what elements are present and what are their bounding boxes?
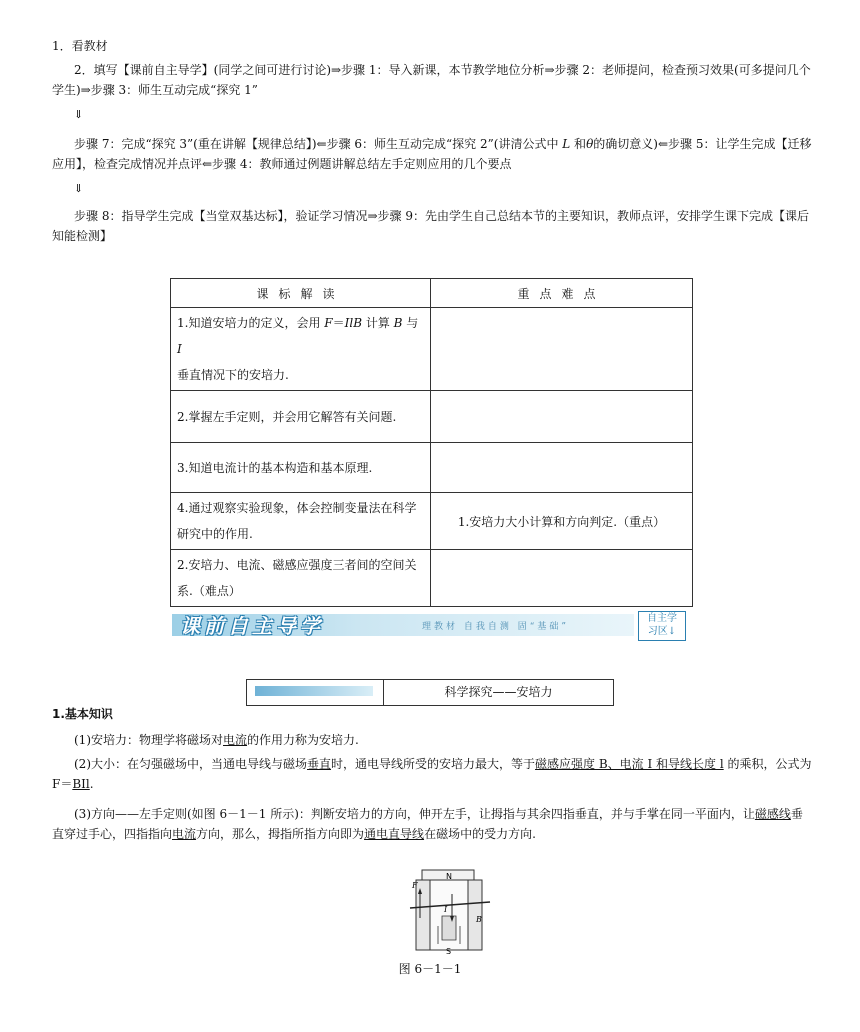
- step-line-4: 步骤 8：指导学生完成【当堂双基达标】，验证学习情况⇒步骤 9：先由学生自己总结本节的主要知识，教师点评，安排学生课下完成【课后知能检测】: [52, 209, 809, 243]
- section-heading-decoration: [247, 680, 384, 705]
- banner-tag: 自主学 习区↓: [638, 611, 686, 641]
- section-banner: [172, 610, 688, 642]
- figure-label-n: N: [446, 872, 452, 881]
- figure-label-b: B: [476, 915, 482, 924]
- knowledge-item-1: (1)安培力：物理学将磁场对电流的作用力称为安培力.: [74, 733, 359, 747]
- knowledge-heading: 1.基本知识: [52, 707, 113, 721]
- knowledge-item-2: (2)大小：在匀强磁场中，当通电导线与磁场垂直时，通电导线所受的安培力最大，等于磁感应强度 B、电流 I 和导线长度 l 的乘积，公式为 F＝BIl.: [52, 757, 812, 791]
- left-hand-rule-figure: [408, 866, 492, 958]
- table-empty-cell: [431, 391, 693, 443]
- table-row-5: 2.安培力、电流、磁感应强度三者间的空间关系.（难点）: [171, 550, 431, 607]
- table-row-1: 1.知道安培力的定义，会用 F＝IlB 计算 B 与 I 垂直情况下的安培力.: [171, 308, 431, 391]
- objectives-table: [170, 278, 693, 607]
- banner-title: 课前自主导学: [180, 614, 324, 638]
- knowledge-item-3: (3)方向——左手定则(如图 6－1－1 所示)：判断安培力的方向，伸开左手，让拇指与其余四指垂直，并与手掌在同一平面内，让磁感线垂直穿过手心，四指指向电流方向，那么，拇指所指方向即为通电直导线在磁场中的受力方向.: [52, 807, 803, 841]
- table-row-4: 4.通过观察实验现象，体会控制变量法在科学研究中的作用.: [171, 493, 431, 550]
- table-header-standards: 课标解读: [171, 279, 431, 308]
- step-line-3: 步骤 7：完成“探究 3”(重在讲解【规律总结】)⇐步骤 6：师生互动完成“探究 2”(讲清公式中 L 和θ的确切意义)⇐步骤 5：让学生完成【迁移应用】，检查完成情况并点评⇐步骤 4：教师通过例题讲解总结左手定则应用的几个要点: [52, 137, 812, 171]
- table-key-point-1: 1.安培力大小计算和方向判定.（重点）: [431, 493, 693, 550]
- step-line-2: 2．填写【课前自主导学】(同学之间可进行讨论)⇒步骤 1：导入新课，本节教学地位分析⇒步骤 2：老师提问，检查预习效果(可多提问几个学生)⇒步骤 3：师生互动完成“探究 1”: [52, 63, 811, 97]
- table-empty-cell: [431, 443, 693, 493]
- table-empty-cell: [431, 308, 693, 391]
- table-empty-cell: [431, 550, 693, 607]
- down-arrow-1: ⇓: [74, 108, 84, 121]
- figure-label-f: F: [412, 881, 418, 890]
- step-line-1: 1．看教材: [52, 39, 108, 53]
- table-row-2: 2.掌握左手定则，并会用它解答有关问题.: [171, 391, 431, 443]
- figure-label-s: S: [446, 947, 452, 956]
- table-row-3: 3.知道电流计的基本构造和基本原理.: [171, 443, 431, 493]
- banner-subtitle: 理教材 自我自测 固“基础”: [422, 622, 569, 632]
- section-heading: [246, 679, 614, 706]
- section-heading-title: 科学探究——安培力: [444, 685, 553, 699]
- figure-caption: 图 6－1－1: [398, 962, 462, 976]
- figure-label-i: I: [444, 905, 448, 914]
- down-arrow-2: ⇓: [74, 182, 84, 195]
- table-header-key-points: 重点难点: [431, 279, 693, 308]
